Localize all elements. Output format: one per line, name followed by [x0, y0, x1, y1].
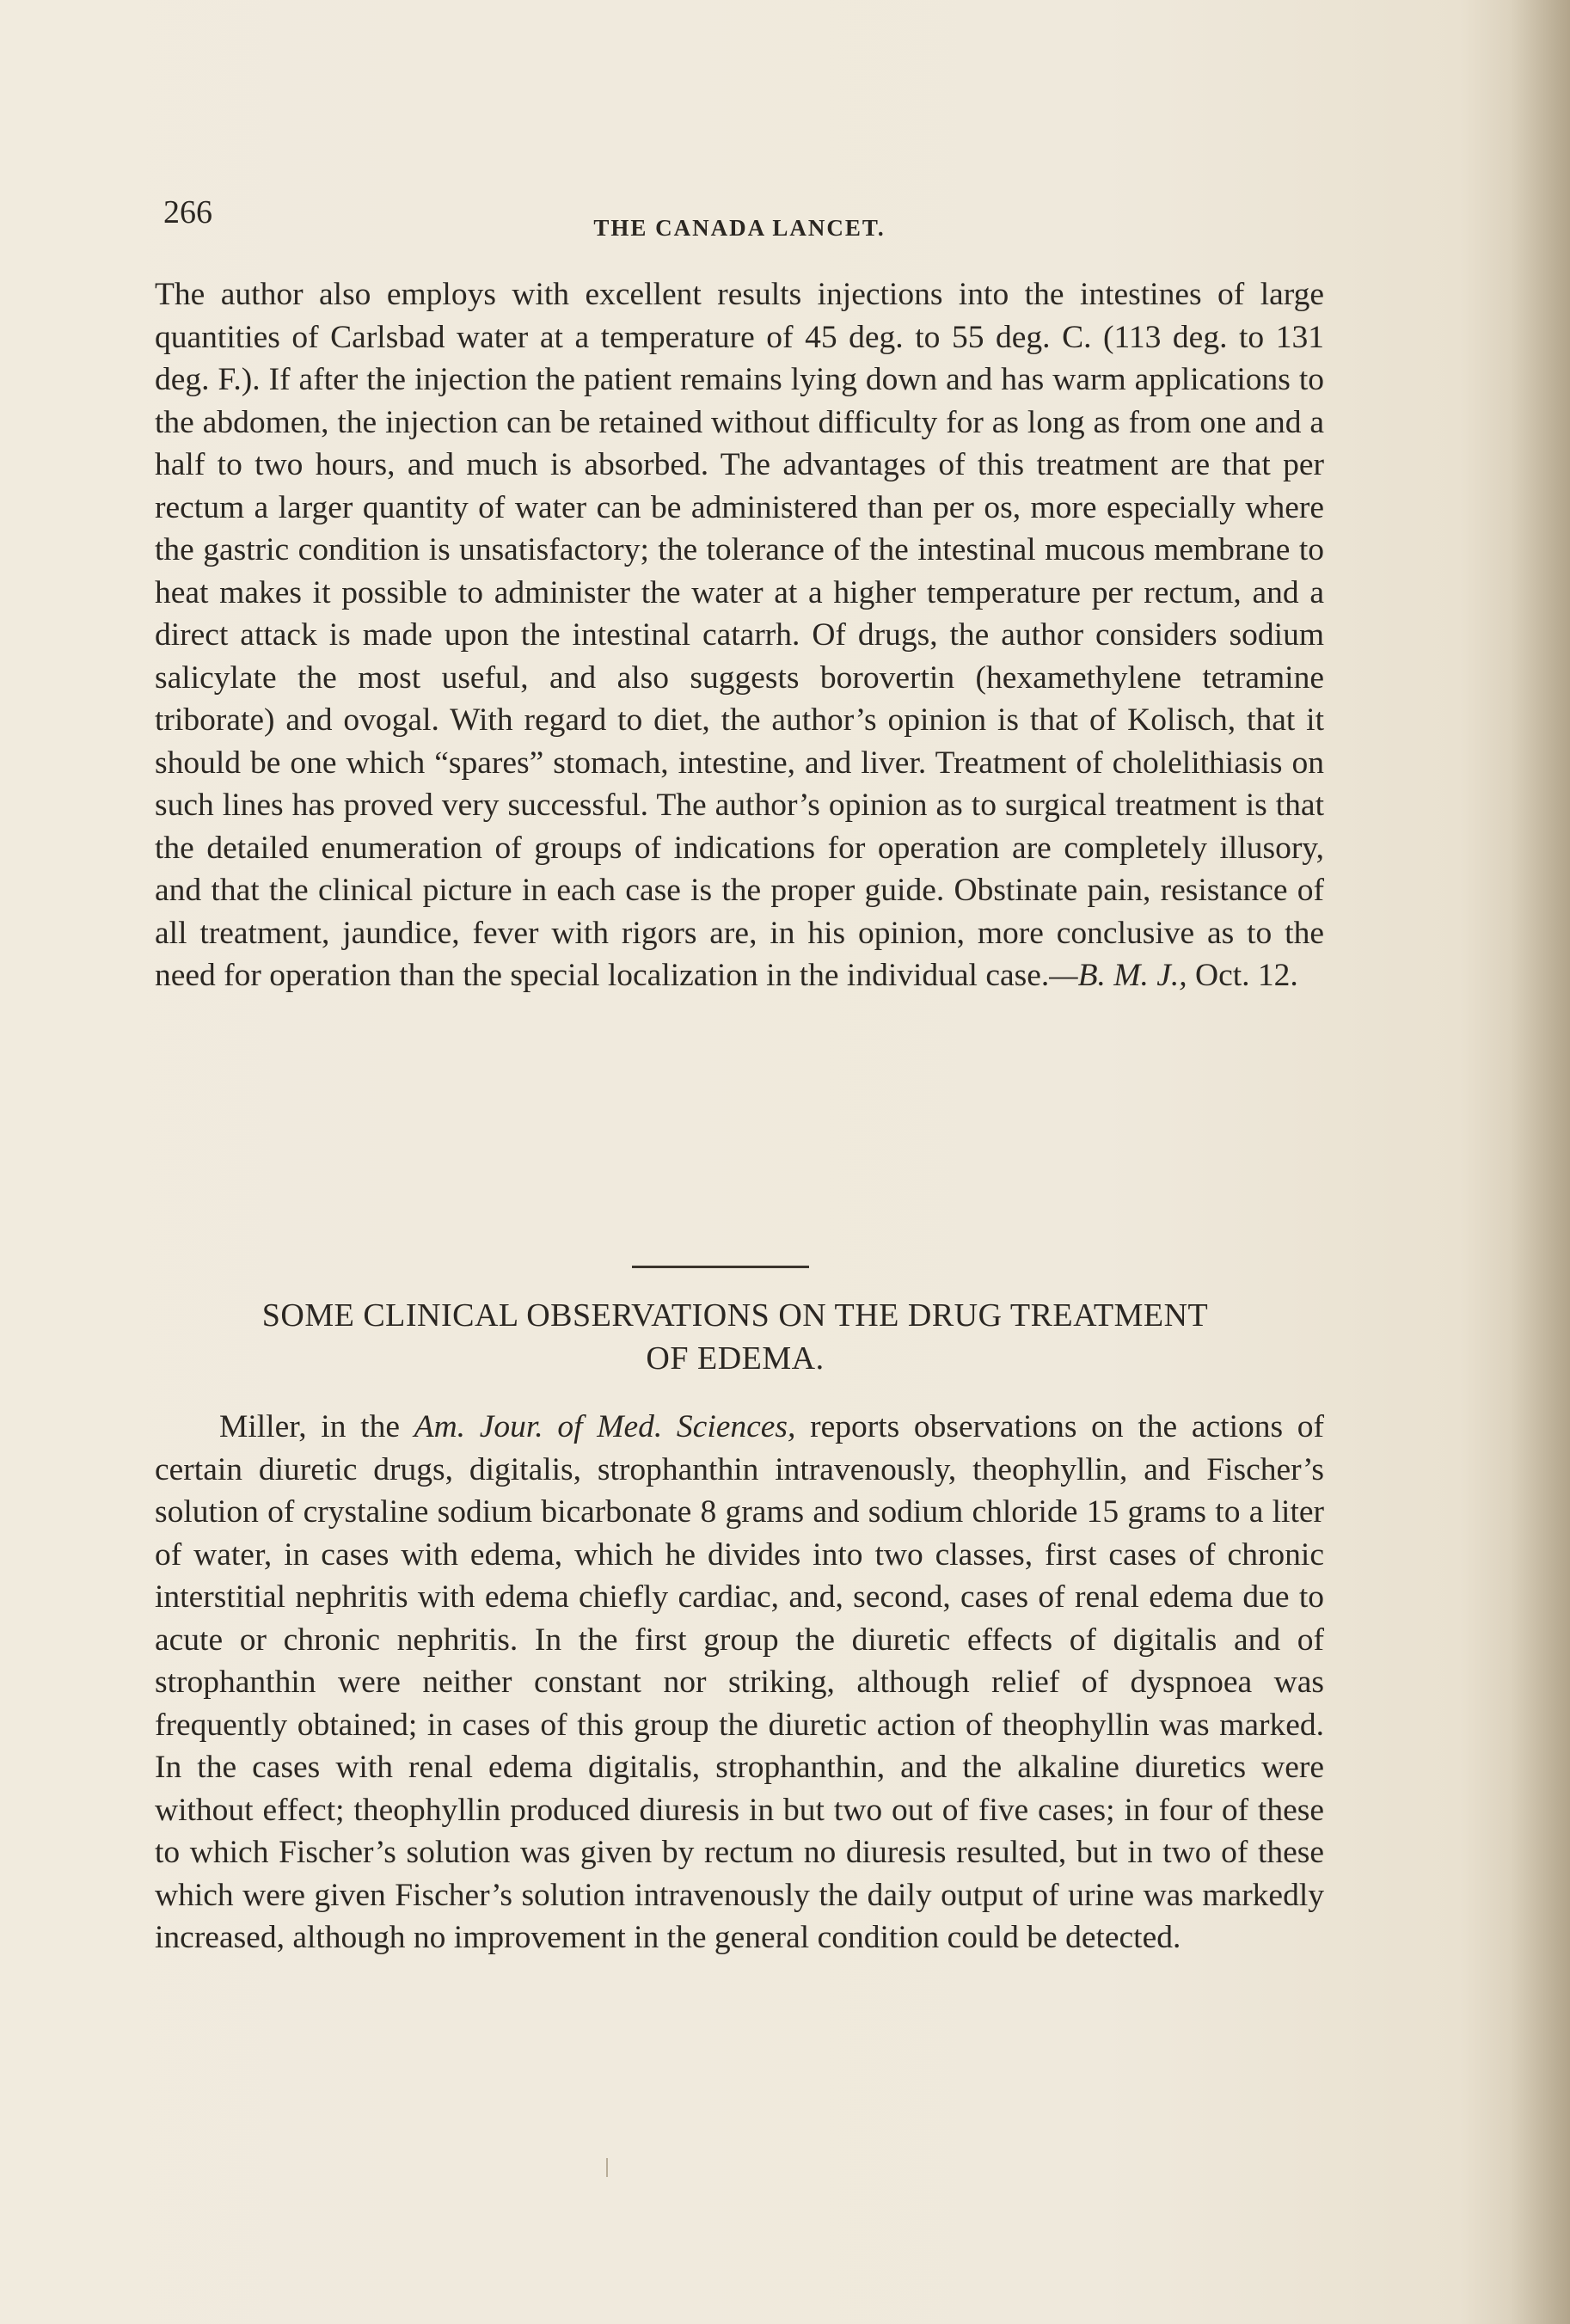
citation-date: Oct. 12. — [1187, 958, 1298, 993]
paragraph-lead-in: Miller, in the — [219, 1409, 414, 1444]
section-title-line-1: SOME CLINICAL OBSERVATIONS ON THE DRUG TREATMENT — [261, 1297, 1209, 1334]
article-paragraph — [155, 273, 1324, 997]
page-number: 266 — [163, 194, 212, 230]
page-shadow-edge — [1510, 0, 1570, 2324]
section-divider — [632, 1266, 809, 1268]
paper-mark — [606, 2158, 608, 2177]
journal-name: Am. Jour. of Med. Sciences, — [414, 1409, 796, 1444]
section-title — [146, 1294, 1324, 1380]
section-title-line-2: OF EDEMA. — [646, 1340, 825, 1377]
page-header — [163, 193, 1315, 245]
citation-source: —B. M. J., — [1049, 958, 1187, 993]
paragraph-text: The author also employs with excellent results injections into the intestines of large quantities of Carlsbad water at a temperature of 45 deg. to 55 deg. C. (113 deg. to 131 deg. F.). If after the injection the patient remains lying down and has warm applications to the abdomen, the injection can be retained without difficulty for as long as from one and a half to two hours, and much is absorbed. The advantages of this treatment are that per rectum a larger quantity of water can be administered than per os, more especially where the gastric condition is unsatisfactory; the tolerance of the intestinal mucous membrane to heat makes it possible to administer the water at a higher temperature per rectum, and a direct attack is made upon the intestinal catarrh. Of drugs, the author considers sodium salicylate the most useful, and also suggests borovertin (hexamethylene tetramine triborate) and ovogal. With regard to diet, the author’s opinion is that of Kolisch, that it should be one which “spares” stomach, intestine, and liver. Treatment of cholelithiasis on such lines has proved very successful. The author’s opinion as to surgical treatment is that the detailed enumeration of groups of indications for operation are completely illusory, and that the clinical picture in each case is the proper guide. Obstinate pain, resistance of all treatment, jaundice, fever with rigors are, in his opinion, more conclusive as to the need for operation than the special localization in the individual case. — [155, 277, 1324, 993]
running-head: THE CANADA LANCET. — [593, 215, 886, 241]
paragraph-text: reports observations on the actions of certain diuretic drugs, digitalis, strophanthin intravenously, theophyllin, and Fischer’s solution of crystaline sodium bicarbonate 8 grams and sodium chloride 15 grams to a liter of water, in cases with edema, which he divides into two classes, first cases of chronic interstitial nephritis with edema chiefly cardiac, and, second, cases of renal edema due to acute or chronic nephritis. In the first group the diuretic effects of digitalis and of strophanthin were neither constant nor striking, although relief of dyspnoea was frequently obtained; in cases of this group the diuretic action of theophyllin was marked. In the cases with renal edema digitalis, strophanthin, and the alkaline diuretics were without effect; theophyllin produced diuresis in but two out of five cases; in four of these to which Fischer’s solution was given by rectum no diuresis resulted, but in two of these which were given Fischer’s solution intravenously the daily output of urine was markedly increased, although no improvement in the general condition could be detected. — [155, 1409, 1325, 1955]
article-paragraph — [155, 1406, 1324, 1959]
